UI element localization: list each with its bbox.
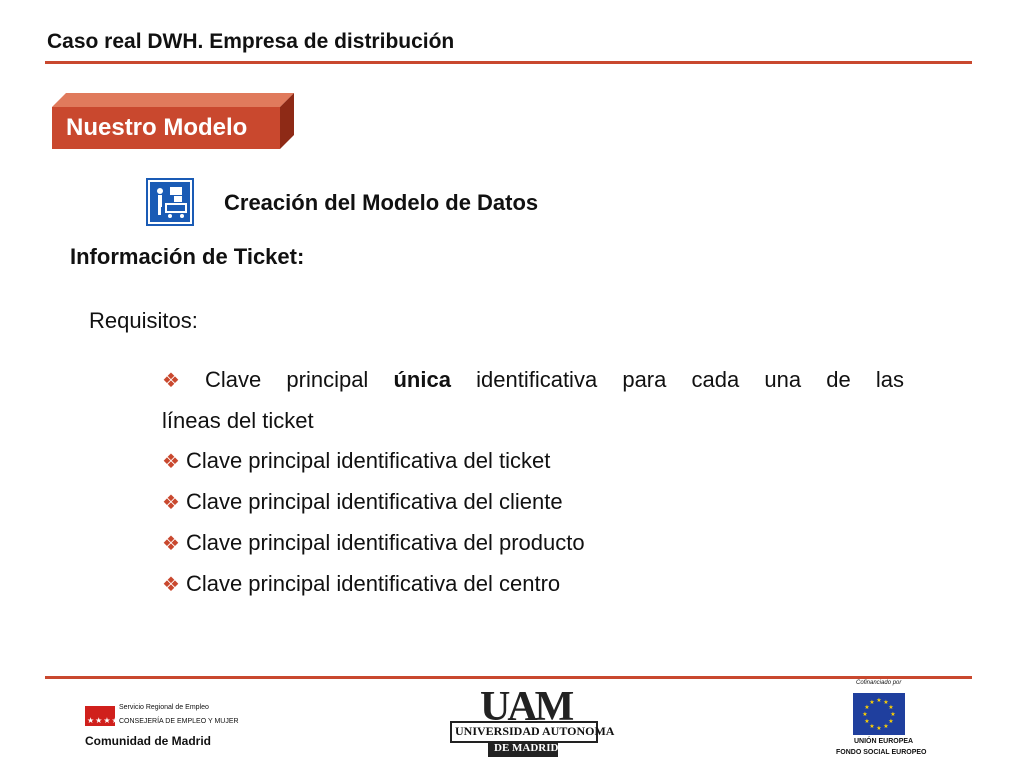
eu-fund-label: FONDO SOCIAL EUROPEO xyxy=(836,749,927,756)
bullet-text: Clave principal identificativa del producto xyxy=(185,530,585,555)
list-item-continuation xyxy=(162,401,904,441)
eu-cofinanced-label: Cofinanciado por xyxy=(856,680,902,686)
svg-text:★: ★ xyxy=(869,723,875,730)
slide-header-title: Caso real DWH. Empresa de distribución xyxy=(47,30,455,53)
header-divider xyxy=(45,61,972,64)
svg-text:★: ★ xyxy=(864,718,870,725)
section-label-box xyxy=(52,93,294,149)
bullet-text-line2: líneas del ticket xyxy=(162,408,314,433)
eu-stars-icon xyxy=(853,693,905,735)
diamond-bullet-icon: ❖ xyxy=(162,451,180,473)
bullet-text: Clave principal identificativa del ticket xyxy=(185,448,551,473)
eu-flag-icon xyxy=(852,692,906,736)
uam-city-frame xyxy=(488,741,558,757)
uam-name-frame xyxy=(450,721,615,743)
comunidad-madrid-logo xyxy=(85,700,239,760)
bullet-text-post: identificativa para cada una de las xyxy=(450,367,905,392)
requisitos-label: Requisitos: xyxy=(89,308,198,333)
svg-text:★: ★ xyxy=(888,704,894,711)
madrid-stars-icon: ★★★★ xyxy=(87,716,120,725)
footer-divider xyxy=(45,676,972,679)
eu-logo xyxy=(834,680,929,764)
uam-name: UNIVERSIDAD AUTONOMA xyxy=(455,724,615,738)
list-item xyxy=(162,360,904,401)
diamond-bullet-icon: ❖ xyxy=(162,492,180,514)
madrid-flag-icon xyxy=(85,706,120,726)
svg-text:★: ★ xyxy=(864,704,870,711)
diamond-bullet-icon: ❖ xyxy=(162,574,180,596)
svg-text:★: ★ xyxy=(876,697,882,704)
svg-text:★: ★ xyxy=(862,711,868,718)
diamond-bullet-icon: ❖ xyxy=(162,370,199,392)
uam-city: DE MADRID xyxy=(494,742,559,754)
cm-name: Comunidad de Madrid xyxy=(85,734,211,748)
cm-consejeria-line: CONSEJERÍA DE EMPLEO Y MUJER xyxy=(119,718,239,725)
svg-text:★: ★ xyxy=(890,711,896,718)
svg-text:★: ★ xyxy=(876,725,882,732)
bullet-text: Clave principal identificativa del cliente xyxy=(185,489,563,514)
uam-logo xyxy=(450,683,615,763)
eu-union-label: UNIÓN EUROPEA xyxy=(854,738,914,745)
bullet-text: Clave principal identificativa del centro xyxy=(185,571,561,596)
bullet-text-bold: única xyxy=(393,367,451,392)
section-label: Nuestro Modelo xyxy=(66,114,248,141)
list-item xyxy=(162,564,904,605)
list-item xyxy=(162,523,904,564)
list-item xyxy=(162,441,904,482)
list-item xyxy=(162,482,904,523)
bullet-text-pre: Clave principal xyxy=(204,367,394,392)
shopping-cart-icon xyxy=(146,178,194,226)
content-subtitle: Creación del Modelo de Datos xyxy=(224,190,539,215)
cm-service-line: Servicio Regional de Empleo xyxy=(119,704,209,711)
uam-monogram: UAM xyxy=(480,684,572,730)
svg-text:★: ★ xyxy=(888,718,894,725)
svg-text:★: ★ xyxy=(883,699,889,706)
diamond-bullet-icon: ❖ xyxy=(162,533,180,555)
info-heading: Información de Ticket: xyxy=(70,244,305,269)
svg-text:★: ★ xyxy=(869,699,875,706)
requirements-list xyxy=(162,360,904,605)
svg-text:★: ★ xyxy=(883,723,889,730)
